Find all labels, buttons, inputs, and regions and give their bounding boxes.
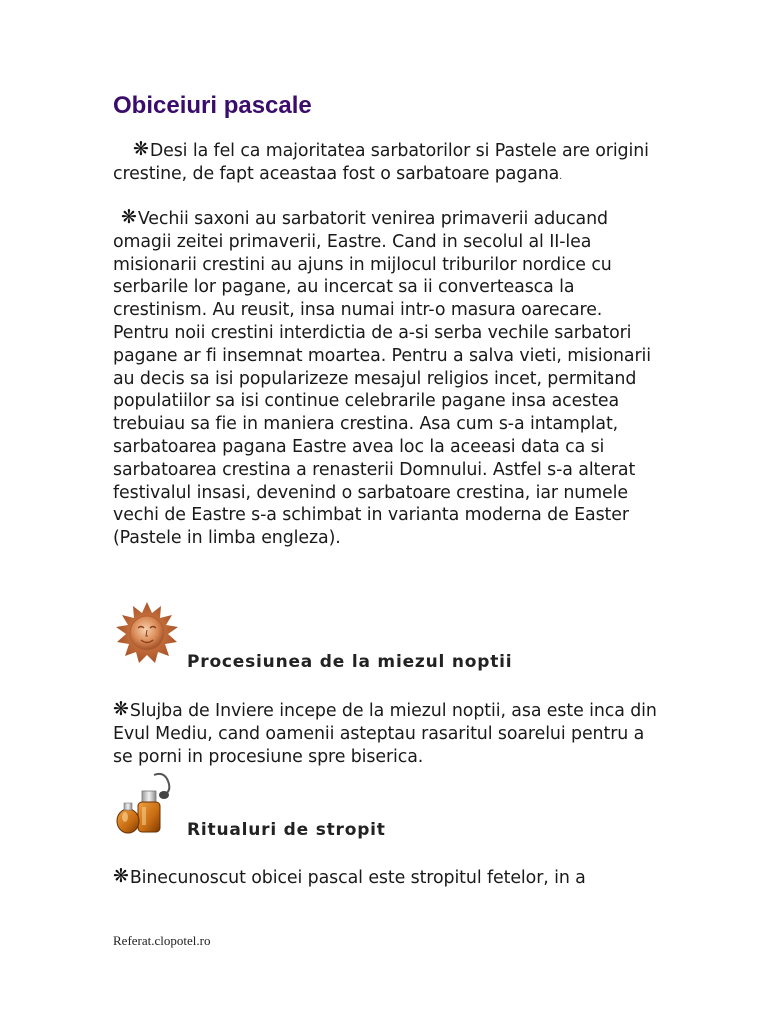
sun-face-icon bbox=[114, 601, 180, 665]
bullet-star-icon: ❋ bbox=[113, 865, 129, 887]
paragraph-sprinkling bbox=[113, 867, 658, 890]
section-heading-sprinkling: Ritualuri de stropit bbox=[187, 820, 386, 840]
paragraph-intro bbox=[113, 140, 658, 189]
bullet-star-icon: ❋ bbox=[133, 138, 149, 160]
footer-source: Referat.clopotel.ro bbox=[113, 933, 211, 948]
perfume-bottle-icon bbox=[112, 769, 182, 839]
paragraph-sprinkling-text: Binecunoscut obicei pascal este stropitul fetelor, in a bbox=[129, 868, 586, 888]
page-title: Obiceiuri pascale bbox=[113, 92, 312, 119]
paragraph-history-text: Vechii saxoni au sarbatorit venirea primaverii aducand omagii zeitei primaverii, Eastre. Cand in secolul al II-lea misionarii crestini au ajuns in mijlocul triburilor nordice cu serbarile lor pagane, au incercat sa ii converteasca la crestinism. Au reusit, insa numai intr-o masura oarecare. Pentru noii crestini interdictia de a-si serba vechile sarbatori pagane ar fi insemnat moartea. Pentru a salva vieti, misionarii au decis sa isi popularizeze mesajul religios incet, permitand populatiilor sa isi continue celebrarile pagane insa acestea trebuiau sa fie in maniera crestina. Asa cum s-a intamplat, sarbatoarea pagana Eastre avea loc la aceeasi data ca si sarbatoarea crestina a renasterii Domnului. Astfel s-a alterat festivalul insasi, devenind o sarbatoare crestina, iar numele vechi de Eastre s-a schimbat in varianta moderna de Easter (Pastele in limba engleza). bbox=[113, 209, 651, 549]
bullet-star-icon: ❋ bbox=[113, 698, 129, 720]
paragraph-procession-text: Slujba de Inviere incepe de la miezul noptii, asa este inca din Evul Mediu, cand oamenii asteptau rasaritul soarelui pentru a se porni in procesiune spre biserica. bbox=[113, 701, 657, 767]
paragraph-procession bbox=[113, 700, 658, 768]
paragraph-intro-end: . bbox=[559, 171, 562, 182]
section-heading-procession: Procesiunea de la miezul noptii bbox=[187, 652, 513, 672]
paragraph-history bbox=[113, 208, 658, 550]
bullet-star-icon: ❋ bbox=[121, 206, 137, 228]
paragraph-intro-text: Desi la fel ca majoritatea sarbatorilor si Pastele are origini crestine, de fapt aceastaa fost o sarbatoare pagana bbox=[113, 141, 649, 184]
